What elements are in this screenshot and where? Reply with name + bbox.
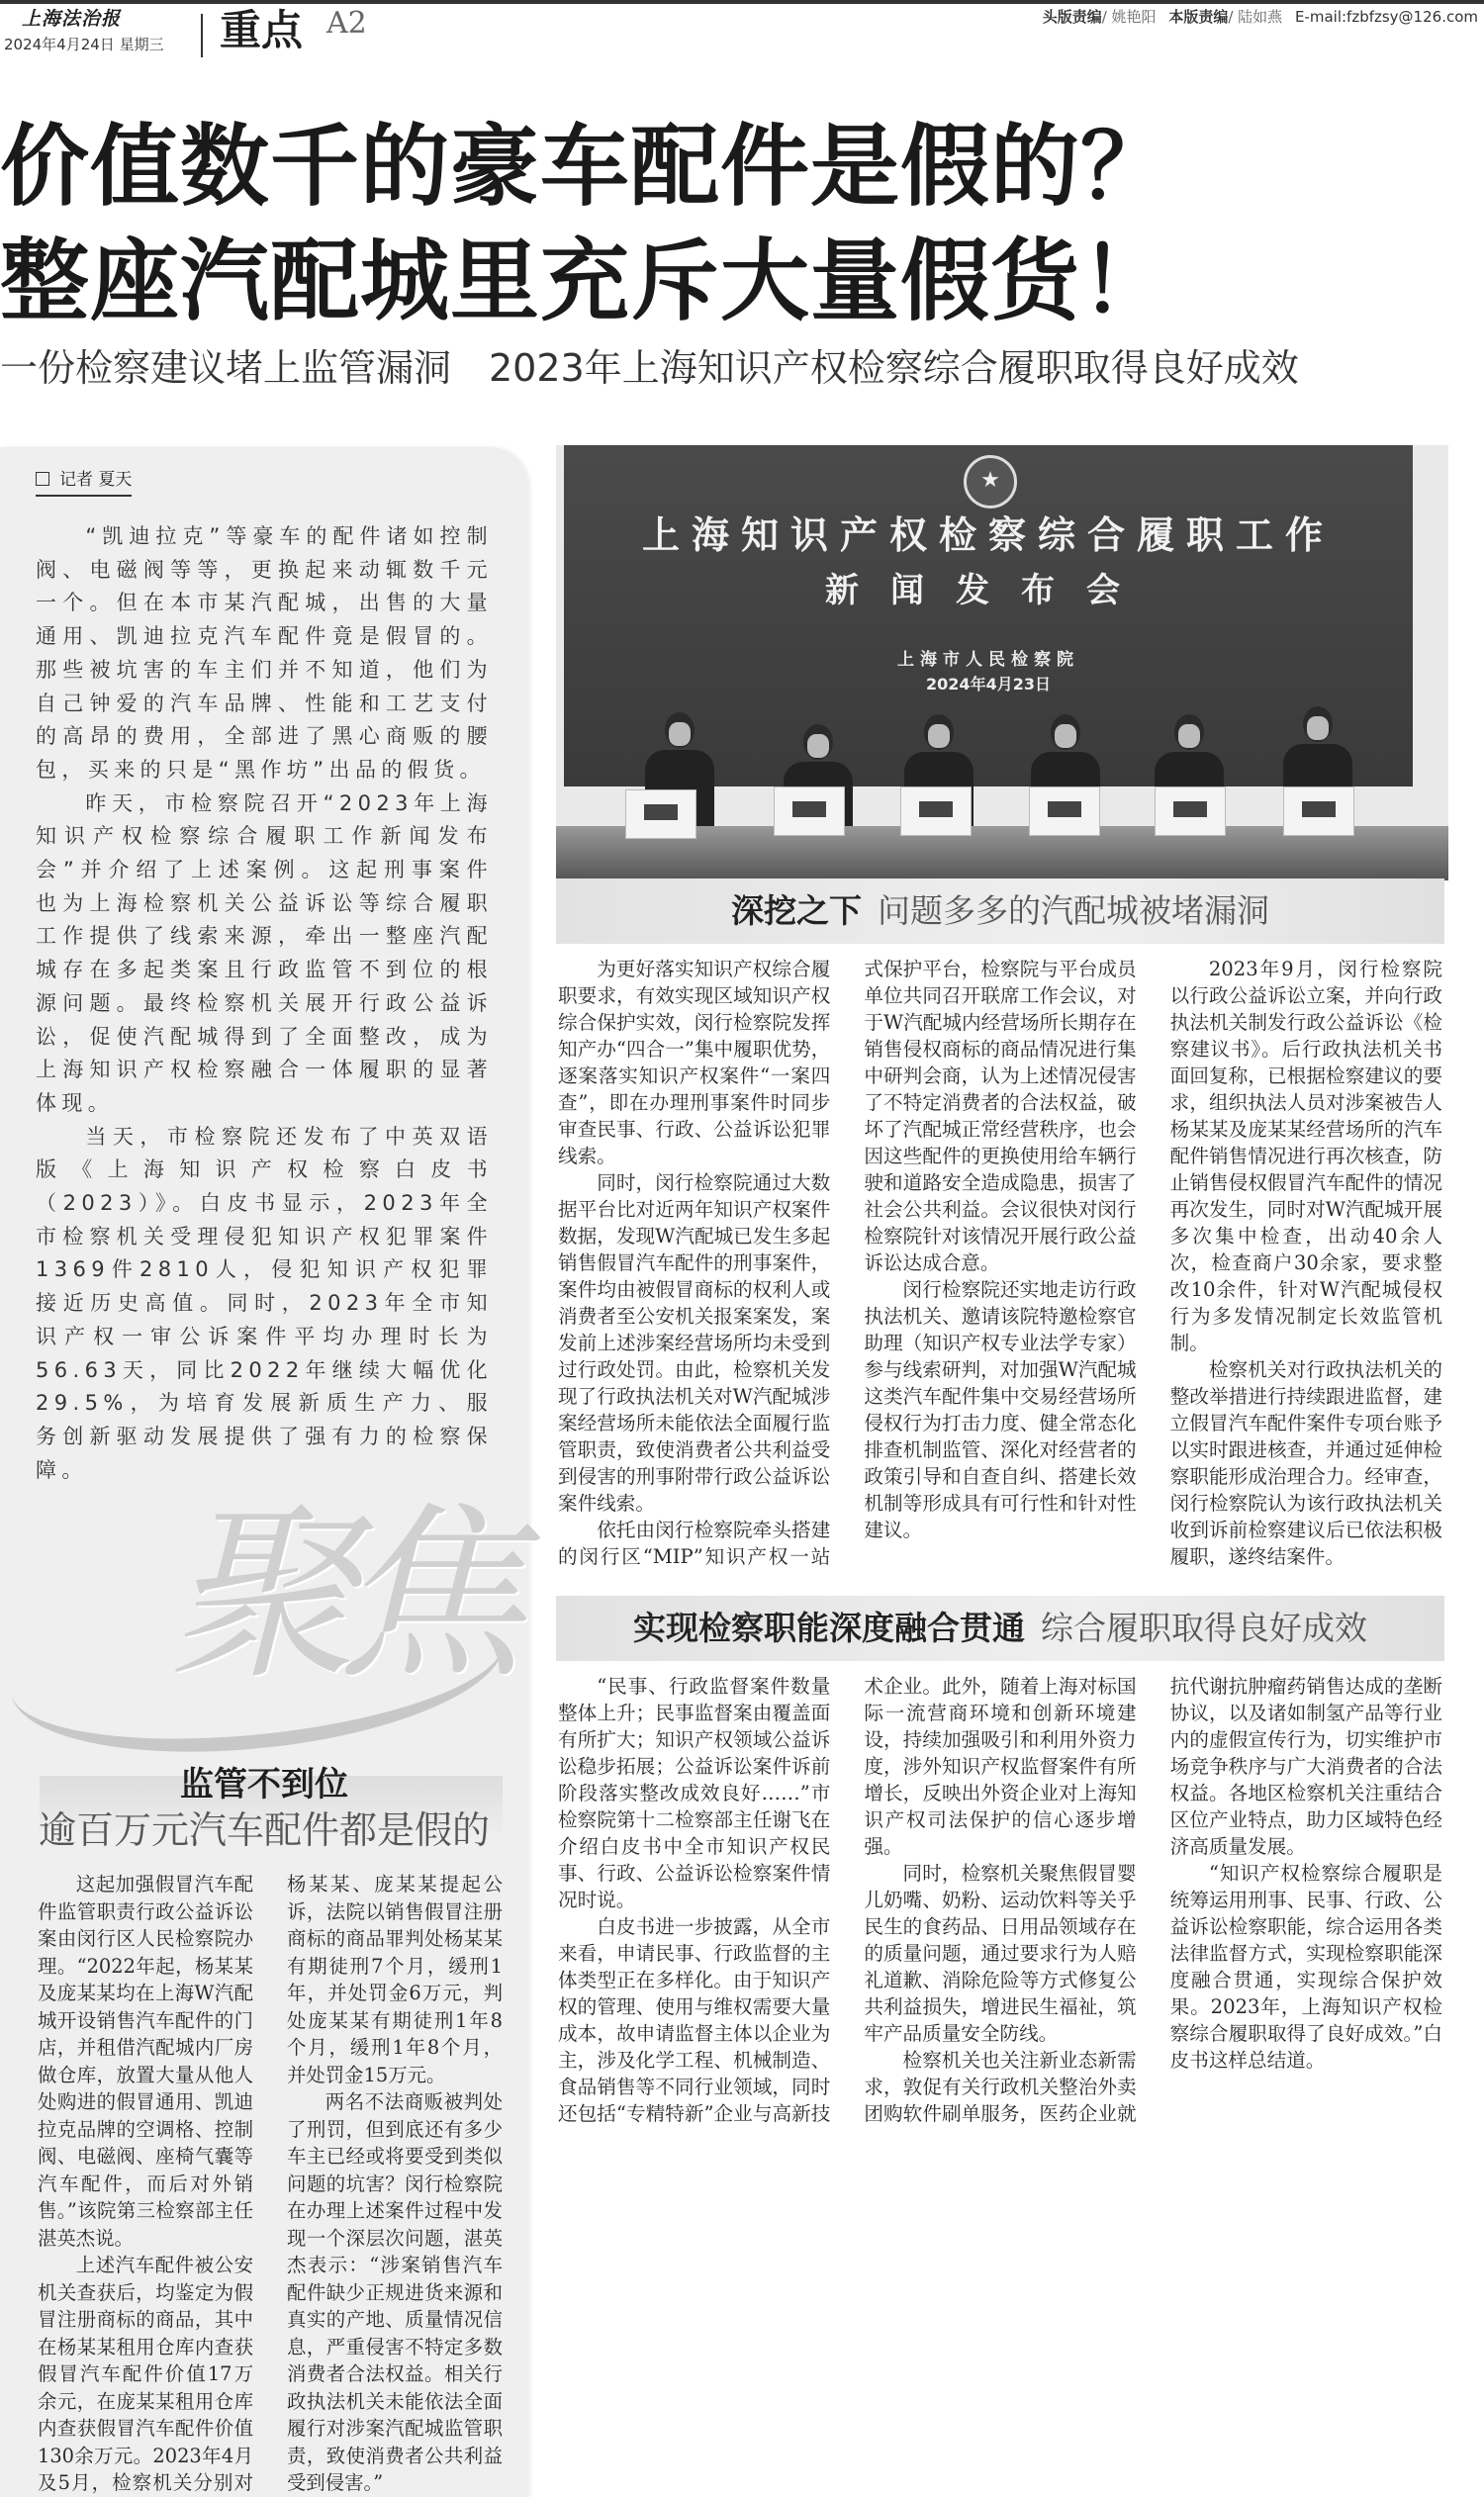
header-divider: [201, 14, 203, 57]
nameplate: [1155, 786, 1226, 836]
right-articles: [556, 879, 1444, 2127]
lead-paragraph: 当天，市检察院还发布了中英双语版《上海知识产权检察白皮书（2023）》。白皮书显示，2023年全市检察机关受理侵犯知识产权犯罪案件1369件2810人，侵犯知识产权犯罪接近历史高值。同时，2023年全市知识产权一审公诉案件平均办理时长为56.63天，同比2022年继续大幅优化29.5%，为培育发展新质生产力、服务创新驱动发展提供了强有力的检察保障。: [36, 1124, 493, 1482]
paragraph: 闵行检察院还实地走访行政执法机关、邀请该院特邀检察官助理（知识产权专业法学专家）参与线索研判，对加强W汽配城这类汽车配件集中交易经营场所侵权行为打击力度、健全常态化排查机制监管、深化对经营者的政策引导和自查自纠、搭建长效机制等形成具有可行性和针对性建议。: [864, 1278, 1137, 1541]
section-b-title: 深挖之下: [731, 891, 862, 930]
focus-calligraphy: 聚焦: [168, 1486, 506, 1706]
paragraph: “知识产权检察综合履职是统筹运用刑事、民事、行政、公益诉讼检察职能，综合运用各类法律监督方式，实现检察职能深度融合贯通，实现综合保护效果。2023年，上海知识产权检察综合履职取得了良好成效。”白皮书这样总结道。: [1169, 1862, 1442, 2072]
nameplate: [774, 786, 845, 836]
section-c-title: 实现检察职能深度融合贯通: [633, 1609, 1025, 1647]
editor-name: / 姚艳阳: [1101, 8, 1157, 26]
paragraph: 检察机关也关注新业态新需求，敦促有关行政机关整治外卖团购软件刷单服务，医药企业就抗代谢抗肿瘤药销售达成的垄断协议，以及诸如制氢产品等行业内的虚假宣传行为，切实维护市场竞争秩序与广大消费者的合法权益。各地区检察机关注重结合区位产业特点，助力区域特色经济高质量发展。: [864, 1675, 1442, 2125]
press-conference-photo: [556, 445, 1448, 880]
banner-title: 上海知识产权检察综合履职工作: [641, 513, 1335, 557]
paragraph: 这起加强假冒汽车配件监管职责行政公益诉讼案由闵行区人民检察院办理。“2022年起，杨某某及庞某某均在上海W汽配城开设销售汽车配件的门店，并租借汽配城内厂房做仓库，放置大量从他人处购进的假冒通用、凯迪拉克品牌的空调格、控制阀、电磁阀、座椅气囊等汽车配件，而后对外销售。”该院第三检察部主任湛英杰说。: [38, 1873, 253, 2250]
focus-decoration: [10, 1487, 524, 1754]
section-a-title: 监管不到位: [180, 1765, 348, 1805]
top-rule: [0, 0, 1484, 4]
section-c-subtitle: 综合履职取得良好成效: [1041, 1609, 1367, 1647]
section-a-body: [38, 1871, 503, 2497]
section-b-subtitle: 问题多多的汽配城被堵漏洞: [878, 891, 1269, 930]
paragraph: 2023年9月，闵行检察院以行政公益诉讼立案，并向行政执法机关制发行政公益诉讼《检察建议书》。后行政执法机关书面回复称，已根据检察建议的要求，组织执法人员对涉案被告人杨某某及庞某某经营场所的汽车配件销售情况进行再次核查，防止销售侵权假冒汽车配件的情况再次发生，同时对W汽配城开展多次集中检查，出动40余人次，检查商户30余家，要求整改10余件，针对W汽配城侵权行为多发情况制定长效监管机制。: [1169, 958, 1442, 1354]
paragraph: 为更好落实知识产权综合履职要求，有效实现区域知识产权综合保护实效，闵行检察院发挥知产办“四合一”集中履职优势，逐案落实知识产权案件“一案四查”，即在办理刑事案件时同步审查民事、行政、公益诉讼犯罪线索。: [558, 958, 831, 1167]
issue-date: 2024年4月24日 星期三: [4, 36, 164, 53]
paragraph: 白皮书进一步披露，从全市来看，申请民事、行政监督的主体类型正在多样化。由于知识产权的管理、使用与维权需要大量成本，故申请监督主体以企业为主，涉及化学工程、机械制造、食品销售等不同行业领域，同时还包括“专精特新”企业与高新技术企业。此外，随着上海对标国际一流营商环境和创新环境建设，持续加强吸引和利用外资力度，涉外知识产权监督案件有所增长，反映出外资企业对上海知识产权司法保护的信心逐步增强。: [558, 1675, 1137, 2125]
paragraph: 同时，检察机关聚焦假冒婴儿奶嘴、奶粉、运动饮料等关乎民生的食药品、日用品领域存在的质量问题，通过要求行为人赔礼道歉、消除危险等方式修复公共利益损失，增进民生福祉，筑牢产品质量安全防线。: [864, 1862, 1137, 2045]
nameplate: [625, 789, 696, 839]
editor-email: E-mail:fzbfzsy@126.com: [1294, 8, 1478, 26]
lead-paragraph: “凯迪拉克”等豪车的配件诸如控制阀、电磁阀等等，更换起来动辄数千元一个。但在本市某汽配城，出售的大量通用、凯迪拉克汽车配件竟是假冒的。那些被坑害的车主们并不知道，他们为自己钟爱的汽车品牌、性能和工艺支付的高昂的费用，全部进了黑心商贩的腰包，买来的只是“黑作坊”出品的假货。: [36, 524, 493, 782]
nameplate: [1029, 786, 1100, 836]
byline: [36, 469, 132, 497]
lead-panel: [0, 447, 528, 2497]
nameplate: [900, 786, 972, 836]
banner-organizer: 上海市人民检察院: [897, 650, 1079, 670]
banner-subtitle: 新闻发布会: [825, 571, 1152, 610]
byline-text: 记者 夏天: [59, 470, 133, 490]
headline-subtitle: 一份检察建议堵上监管漏洞 2023年上海知识产权检察综合履职取得良好成效: [0, 346, 1299, 390]
headline-line-2: 整座汽配城里充斥大量假货！: [0, 229, 1170, 333]
section-a-subtitle: 逾百万元汽车配件都是假的: [38, 1808, 490, 1853]
editor-credits: [1043, 8, 1478, 26]
editor-name: / 陆如燕: [1228, 8, 1283, 26]
editor-role: 头版责编: [1042, 8, 1102, 26]
square-icon: [36, 472, 49, 486]
newspaper-logo: 上海法治报: [22, 8, 122, 30]
page-number: A2: [326, 6, 367, 41]
paragraph: 两名不法商贩被判处了刑罚，但到底还有多少车主已经或将要受到类似问题的坑害？闵行检察院在办理上述案件过程中发现一个深层次问题，湛英杰表示：“涉案销售汽车配件缺少正规进货来源和真实的产地、质量情况信息，严重侵害不特定多数消费者合法权益。相关行政执法机关未能依法全面履行对涉案汽配城监管职责，致使消费者公共利益受到侵害。”: [287, 2090, 503, 2495]
banner-date: 2024年4月23日: [926, 675, 1051, 694]
section-b-heading: [556, 879, 1444, 944]
paragraph: 依托由闵行检察院牵头搭建的闵行区“MIP”知识产权一站式保护平台，检察院与平台成员单位共同召开联席工作会议，对于W汽配城内经营场所长期存在销售侵权商标的商品情况进行集中研判会商，认为上述情况侵害了不特定消费者的合法权益，破坏了汽配城正常经营秩序，也会因这些配件的更换使用给车辆行驶和道路安全造成隐患，损害了社会公共利益。会议很快对闵行检察院针对该情况开展行政公益诉讼达成合意。: [558, 958, 1137, 1568]
section-name: 重点: [220, 6, 304, 54]
section-a-heading: [40, 1764, 503, 1855]
nameplate: [1283, 786, 1354, 836]
section-c-body: [558, 1673, 1442, 2127]
section-c-heading: [556, 1596, 1444, 1661]
editor-role: 本版责编: [1168, 8, 1229, 26]
procuratorate-emblem-icon: ★: [964, 455, 1017, 509]
paragraph: 检察机关对行政执法机关的整改举措进行持续跟进监督，建立假冒汽车配件案件专项台账予以实时跟进核查，并通过延伸检察职能形成治理合力。经审查，闵行检察院认为该行政执法机关收到诉前检察建议后已依法积极履职，遂终结案件。: [1169, 1358, 1442, 1568]
lead-article: [36, 520, 493, 1487]
headline-line-1: 价值数千的豪车配件是假的？: [0, 114, 1170, 219]
paragraph: 上述汽车配件被公安机关查获后，均鉴定为假冒注册商标的商品，其中在杨某某租用仓库内查获假冒汽车配件价值17万余元，在庞某某租用仓库内查获假冒汽车配件价值130余万元。2023年4月及5月，检察机关分别对杨某某、庞某某提起公诉，法院以销售假冒注册商标的商品罪判处杨某某有期徒刑7个月，缓刑1年，并处罚金6万元，判处庞某某有期徒刑1年8个月，缓刑1年8个月，并处罚金15万元。: [38, 1873, 503, 2495]
paragraph: “民事、行政监督案件数量整体上升；民事监督案由覆盖面有所扩大；知识产权领域公益诉讼稳步拓展；公益诉讼案件诉前阶段落实整改成效良好……”市检察院第十二检察部主任谢飞在介绍白皮书中全市知识产权民事、行政、公益诉讼检察案件情况时说。: [558, 1675, 831, 1911]
section-b-body: [558, 956, 1442, 1570]
paragraph: 同时，闵行检察院通过大数据平台比对近两年知识产权案件数据，发现W汽配城已发生多起销售假冒汽车配件的刑事案件，案件均由被假冒商标的权利人或消费者至公安机关报案案发，案发前上述涉案经营场所均未受到过行政处罚。由此，检察机关发现了行政执法机关对W汽配城涉案经营场所未能依法全面履行监管职责，致使消费者公共利益受到侵害的刑事附带行政公益诉讼案件线索。: [558, 1171, 831, 1515]
lead-paragraph: 昨天，市检察院召开“2023年上海知识产权检察综合履职工作新闻发布会”并介绍了上述案例。这起刑事案件也为上海检察机关公益诉讼等综合履职工作提供了线索来源，牵出一整座汽配城存在多起类案且行政监管不到位的根源问题。最终检察机关展开行政公益诉讼，促使汽配城得到了全面整改，成为上海知识产权检察融合一体履职的显著体现。: [36, 790, 493, 1115]
